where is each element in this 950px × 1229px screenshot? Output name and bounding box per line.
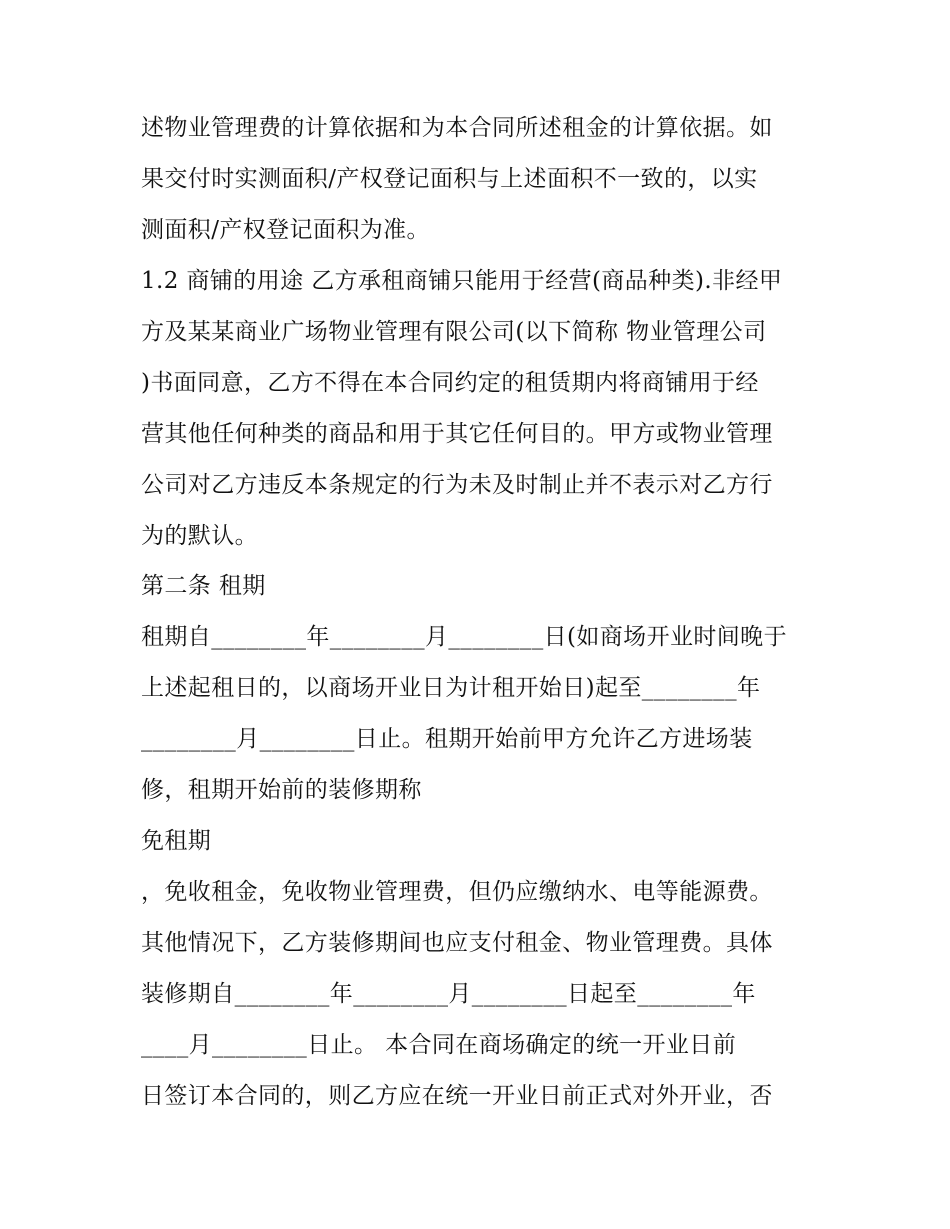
section-heading: 第二条 租期 [141, 573, 266, 599]
text-line: 其他情况下，乙方装修期间也应支付租金、物业管理费。具体 [141, 930, 773, 956]
text-line: ________月________日止。租期开始前甲方允许乙方进场装 [141, 726, 753, 752]
text-line: 测面积/产权登记面积为准。 [141, 217, 430, 243]
text-line: 日签订本合同的，则乙方应在统一开业日前正式对外开业，否 [141, 1083, 773, 1109]
text-line: 为的默认。 [141, 523, 258, 549]
text-line: ____月________日止。 本合同在商场确定的统一开业日前 [141, 1032, 737, 1058]
text-line: 上述起租日的，以商场开业日为计租开始日)起至________年 [141, 675, 761, 701]
text-line: 述物业管理费的计算依据和为本合同所述租金的计算依据。如 [141, 115, 773, 141]
text-line: 方及某某商业广场物业管理有限公司(以下简称 物业管理公司 [141, 319, 767, 345]
text-line: 免租期 [141, 828, 212, 854]
text-line: )书面同意，乙方不得在本合同约定的租赁期内将商铺用于经 [141, 370, 759, 396]
text-line: 公司对乙方违反本条规定的行为未及时制止并不表示对乙方行 [141, 472, 773, 498]
text-line: 果交付时实测面积/产权登记面积与上述面积不一致的，以实 [141, 166, 758, 192]
text-line: 租期自________年________月________日(如商场开业时间晚于 [141, 624, 787, 650]
text-line: 修，租期开始前的装修期称 [141, 777, 422, 803]
text-line: 营其他任何种类的商品和用于其它任何目的。甲方或物业管理 [141, 421, 773, 447]
text-line: 装修期自________年________月________日起至________年 [141, 981, 756, 1007]
text-line: ，免收租金，免收物业管理费，但仍应缴纳水、电等能源费。 [141, 879, 773, 905]
text-line: 1.2 商铺的用途 乙方承租商铺只能用于经营(商品种类).非经甲 [141, 268, 783, 294]
